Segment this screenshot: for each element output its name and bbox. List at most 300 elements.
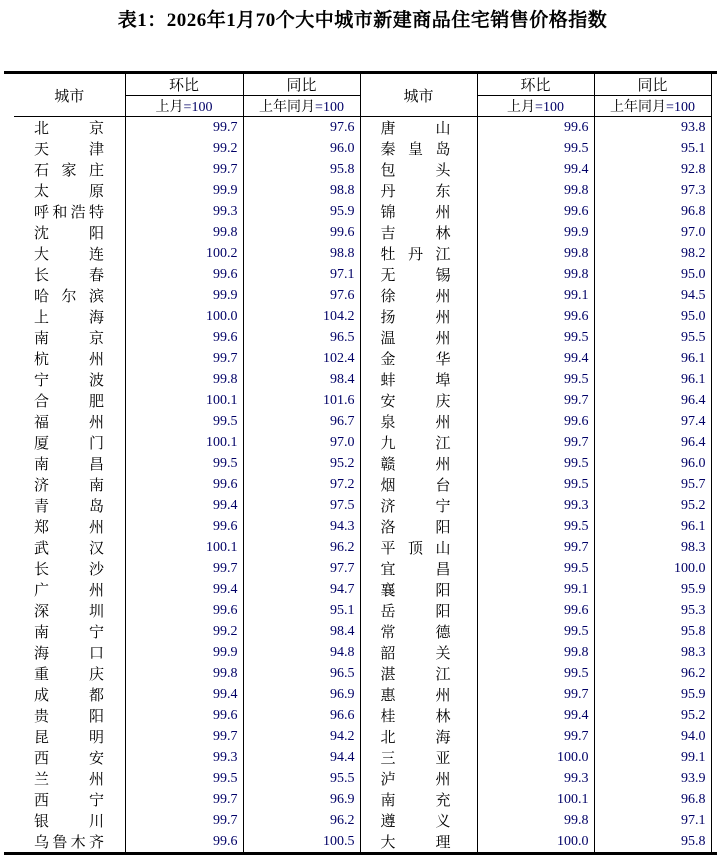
city-cell — [14, 726, 125, 747]
city-name: 宜昌 — [380, 562, 451, 578]
city-name: 岳阳 — [380, 604, 451, 620]
mom-value: 100.1 — [125, 390, 243, 411]
city-cell — [360, 348, 477, 369]
table-row — [14, 495, 711, 516]
mom-value: 99.7 — [125, 810, 243, 831]
yoy-value: 96.5 — [243, 663, 360, 684]
mom-value: 99.8 — [125, 222, 243, 243]
city-cell — [360, 537, 477, 558]
city-name: 贵阳 — [34, 709, 104, 725]
city-name: 三亚 — [380, 751, 451, 767]
city-name: 徐州 — [380, 289, 451, 305]
city-name: 太原 — [34, 184, 104, 200]
yoy-value: 95.8 — [594, 621, 711, 642]
table-row — [14, 159, 711, 180]
city-cell — [360, 390, 477, 411]
city-name: 南京 — [34, 331, 104, 347]
yoy-value: 97.1 — [594, 810, 711, 831]
city-name: 兰州 — [34, 772, 104, 788]
city-name: 遵义 — [380, 814, 451, 830]
city-name: 杭州 — [34, 352, 104, 368]
yoy-value: 96.1 — [594, 516, 711, 537]
mom-base-text: 上月 — [155, 100, 184, 115]
city-cell — [360, 117, 477, 139]
mom-value: 99.2 — [125, 138, 243, 159]
yoy-value: 97.4 — [594, 411, 711, 432]
mom-value: 99.9 — [125, 642, 243, 663]
yoy-value: 96.8 — [594, 201, 711, 222]
yoy-value: 98.3 — [594, 537, 711, 558]
city-name: 大连 — [34, 247, 104, 263]
city-name: 沈阳 — [34, 226, 104, 242]
mom-value: 99.6 — [477, 306, 594, 327]
yoy-value: 97.0 — [243, 432, 360, 453]
yoy-value: 97.2 — [243, 474, 360, 495]
mom-value: 99.5 — [477, 327, 594, 348]
city-name: 锦州 — [380, 205, 451, 221]
city-cell — [360, 810, 477, 831]
mom-value: 99.4 — [125, 579, 243, 600]
city-name: 昆明 — [34, 730, 104, 746]
table-row — [14, 705, 711, 726]
mom-value: 99.6 — [125, 600, 243, 621]
yoy-value: 96.1 — [594, 369, 711, 390]
table-row — [14, 747, 711, 768]
mom-value: 99.5 — [125, 768, 243, 789]
city-cell — [360, 558, 477, 579]
mom-value: 99.7 — [477, 432, 594, 453]
mom-value: 99.4 — [477, 348, 594, 369]
city-cell — [14, 390, 125, 411]
table-row — [14, 432, 711, 453]
yoy-value: 101.6 — [243, 390, 360, 411]
yoy-value: 95.8 — [594, 831, 711, 852]
yoy-value: 97.3 — [594, 180, 711, 201]
city-name: 天津 — [34, 142, 104, 158]
table-row — [14, 600, 711, 621]
city-cell — [14, 642, 125, 663]
city-cell — [14, 495, 125, 516]
city-name: 桂林 — [380, 709, 451, 725]
header-mom-base-right — [477, 96, 594, 117]
yoy-value: 95.2 — [594, 705, 711, 726]
city-cell — [14, 537, 125, 558]
mom-base-text: 上月 — [507, 100, 536, 115]
city-name: 乌鲁木齐 — [34, 835, 104, 851]
city-cell — [14, 747, 125, 768]
city-name: 大理 — [380, 835, 451, 851]
city-name: 襄阳 — [380, 583, 451, 599]
header-city-left — [14, 74, 125, 117]
city-cell — [14, 705, 125, 726]
city-cell — [14, 516, 125, 537]
yoy-value: 95.1 — [594, 138, 711, 159]
mom-value: 99.6 — [477, 201, 594, 222]
yoy-value: 96.7 — [243, 411, 360, 432]
yoy-value: 92.8 — [594, 159, 711, 180]
yoy-value: 96.0 — [594, 453, 711, 474]
table-row — [14, 390, 711, 411]
mom-value: 99.5 — [477, 663, 594, 684]
mom-value: 99.4 — [477, 159, 594, 180]
city-name: 武汉 — [34, 541, 104, 557]
yoy-value: 97.5 — [243, 495, 360, 516]
city-name: 烟台 — [380, 478, 451, 494]
city-cell — [360, 579, 477, 600]
city-name: 无锡 — [380, 268, 451, 284]
city-name: 九江 — [380, 436, 451, 452]
city-name: 赣州 — [380, 457, 451, 473]
city-name: 北京 — [34, 121, 104, 137]
yoy-value: 96.2 — [243, 537, 360, 558]
table-row — [14, 726, 711, 747]
city-cell — [360, 663, 477, 684]
city-cell — [360, 285, 477, 306]
city-cell — [360, 264, 477, 285]
city-cell — [14, 684, 125, 705]
city-name: 北海 — [380, 730, 451, 746]
mom-value: 99.7 — [125, 558, 243, 579]
city-name: 广州 — [34, 583, 104, 599]
yoy-value: 96.4 — [594, 432, 711, 453]
header-city-label: 城市 — [54, 88, 85, 105]
city-name: 惠州 — [380, 688, 451, 704]
yoy-value: 94.8 — [243, 642, 360, 663]
city-name: 蚌埠 — [380, 373, 451, 389]
page-title: 表1：2026年1月70个大中城市新建商品住宅销售价格指数 — [117, 10, 608, 31]
city-name: 上海 — [34, 310, 104, 326]
city-cell — [14, 411, 125, 432]
table-row — [14, 642, 711, 663]
yoy-value: 96.1 — [594, 348, 711, 369]
mom-value: 99.9 — [125, 180, 243, 201]
mom-value: 100.1 — [477, 789, 594, 810]
city-cell — [14, 117, 125, 139]
header-row-1 — [14, 74, 711, 96]
city-cell — [14, 789, 125, 810]
city-cell — [360, 474, 477, 495]
city-name: 湛江 — [380, 667, 451, 683]
table-row — [14, 516, 711, 537]
mom-value: 99.7 — [477, 390, 594, 411]
city-cell — [14, 327, 125, 348]
city-name: 哈尔滨 — [34, 289, 104, 305]
table-row — [14, 201, 711, 222]
city-name: 平顶山 — [380, 541, 451, 557]
mom-value: 99.6 — [477, 117, 594, 139]
yoy-value: 96.5 — [243, 327, 360, 348]
city-name: 银川 — [34, 814, 104, 830]
table-row — [14, 768, 711, 789]
yoy-base-number: =100 — [666, 100, 695, 115]
mom-value: 99.3 — [125, 201, 243, 222]
yoy-value: 95.8 — [243, 159, 360, 180]
city-cell — [360, 138, 477, 159]
city-name: 秦皇岛 — [380, 142, 451, 158]
city-cell — [360, 243, 477, 264]
yoy-value: 95.1 — [243, 600, 360, 621]
yoy-value: 98.2 — [594, 243, 711, 264]
mom-value: 99.7 — [125, 348, 243, 369]
city-cell — [360, 495, 477, 516]
mom-value: 99.5 — [125, 411, 243, 432]
city-name: 洛阳 — [380, 520, 451, 536]
city-name: 呼和浩特 — [34, 205, 104, 221]
city-name: 温州 — [380, 331, 451, 347]
mom-value: 99.8 — [477, 180, 594, 201]
city-cell — [360, 621, 477, 642]
city-name: 泸州 — [380, 772, 451, 788]
yoy-value: 96.9 — [243, 684, 360, 705]
city-name: 唐山 — [380, 121, 451, 137]
mom-value: 99.6 — [125, 264, 243, 285]
city-cell — [14, 453, 125, 474]
table-row — [14, 789, 711, 810]
mom-value: 100.1 — [125, 432, 243, 453]
mom-value: 99.2 — [125, 621, 243, 642]
yoy-value: 95.5 — [594, 327, 711, 348]
city-cell — [360, 642, 477, 663]
table-row — [14, 180, 711, 201]
mom-value: 99.5 — [477, 453, 594, 474]
yoy-value: 94.7 — [243, 579, 360, 600]
yoy-value: 93.9 — [594, 768, 711, 789]
table-row — [14, 537, 711, 558]
table-row — [14, 810, 711, 831]
mom-value: 99.3 — [477, 495, 594, 516]
yoy-value: 94.3 — [243, 516, 360, 537]
yoy-value: 98.3 — [594, 642, 711, 663]
city-name: 重庆 — [34, 667, 104, 683]
city-cell — [14, 264, 125, 285]
table-header — [14, 74, 711, 117]
city-cell — [360, 432, 477, 453]
yoy-value: 96.6 — [243, 705, 360, 726]
city-name: 青岛 — [34, 499, 104, 515]
table-row — [14, 369, 711, 390]
city-name: 南充 — [380, 793, 451, 809]
mom-value: 99.5 — [477, 138, 594, 159]
mom-value: 99.9 — [477, 222, 594, 243]
yoy-value: 95.0 — [594, 306, 711, 327]
mom-value: 99.5 — [477, 621, 594, 642]
yoy-value: 95.0 — [594, 264, 711, 285]
yoy-value: 95.3 — [594, 600, 711, 621]
yoy-value: 96.9 — [243, 789, 360, 810]
mom-value: 100.0 — [125, 306, 243, 327]
mom-value: 99.8 — [125, 369, 243, 390]
city-name: 郑州 — [34, 520, 104, 536]
table-row — [14, 264, 711, 285]
city-cell — [14, 600, 125, 621]
yoy-value: 97.6 — [243, 285, 360, 306]
city-cell — [14, 306, 125, 327]
city-cell — [360, 705, 477, 726]
table-row — [14, 621, 711, 642]
mom-value: 99.6 — [125, 831, 243, 852]
mom-value: 99.3 — [125, 747, 243, 768]
mom-value: 99.9 — [125, 285, 243, 306]
table-row — [14, 117, 711, 139]
table-row — [14, 411, 711, 432]
mom-value: 99.7 — [477, 684, 594, 705]
city-name: 济宁 — [380, 499, 451, 515]
city-name: 石家庄 — [34, 163, 104, 179]
header-city-label: 城市 — [403, 88, 434, 105]
yoy-value: 95.7 — [594, 474, 711, 495]
yoy-value: 98.8 — [243, 180, 360, 201]
city-name: 宁波 — [34, 373, 104, 389]
city-cell — [360, 516, 477, 537]
city-name: 合肥 — [34, 394, 104, 410]
header-mom-right: 环比 — [477, 74, 594, 96]
city-cell — [14, 432, 125, 453]
mom-value: 99.4 — [477, 705, 594, 726]
city-name: 安庆 — [380, 394, 451, 410]
city-cell — [360, 747, 477, 768]
header-mom-left: 环比 — [125, 74, 243, 96]
city-cell — [14, 663, 125, 684]
city-name: 韶关 — [380, 646, 451, 662]
yoy-base-text: 上年同月 — [610, 100, 667, 115]
header-mom-base-left — [125, 96, 243, 117]
yoy-value: 98.8 — [243, 243, 360, 264]
city-cell — [360, 453, 477, 474]
city-name: 南宁 — [34, 625, 104, 641]
yoy-value: 96.2 — [594, 663, 711, 684]
yoy-value: 95.9 — [594, 684, 711, 705]
city-cell — [14, 579, 125, 600]
city-name: 牡丹江 — [380, 247, 451, 263]
city-name: 成都 — [34, 688, 104, 704]
yoy-value: 94.4 — [243, 747, 360, 768]
yoy-value: 97.1 — [243, 264, 360, 285]
mom-value: 99.4 — [125, 495, 243, 516]
yoy-value: 95.2 — [243, 453, 360, 474]
city-cell — [360, 159, 477, 180]
yoy-value: 93.8 — [594, 117, 711, 139]
city-name: 深圳 — [34, 604, 104, 620]
city-name: 吉林 — [380, 226, 451, 242]
mom-value: 100.0 — [477, 831, 594, 852]
mom-value: 99.5 — [125, 453, 243, 474]
city-name: 厦门 — [34, 436, 104, 452]
yoy-value: 97.7 — [243, 558, 360, 579]
city-cell — [14, 159, 125, 180]
yoy-value: 104.2 — [243, 306, 360, 327]
city-cell — [14, 243, 125, 264]
table-row — [14, 663, 711, 684]
yoy-value: 94.2 — [243, 726, 360, 747]
city-cell — [14, 222, 125, 243]
yoy-value: 102.4 — [243, 348, 360, 369]
mom-value: 99.7 — [125, 117, 243, 139]
mom-base-number: =100 — [535, 100, 564, 115]
mom-value: 99.8 — [477, 810, 594, 831]
city-name: 金华 — [380, 352, 451, 368]
city-name: 西宁 — [34, 793, 104, 809]
table-row — [14, 579, 711, 600]
mom-base-number: =100 — [183, 100, 213, 115]
header-yoy-base-left — [243, 96, 360, 117]
mom-value: 99.7 — [125, 159, 243, 180]
price-index-table — [14, 74, 712, 852]
mom-value: 99.6 — [125, 327, 243, 348]
yoy-value: 96.8 — [594, 789, 711, 810]
city-name: 长沙 — [34, 562, 104, 578]
table-row — [14, 831, 711, 852]
table-row — [14, 684, 711, 705]
table-row — [14, 348, 711, 369]
yoy-value: 98.4 — [243, 369, 360, 390]
yoy-value: 95.9 — [243, 201, 360, 222]
mom-value: 100.0 — [477, 747, 594, 768]
table-row — [14, 222, 711, 243]
yoy-value: 95.9 — [594, 579, 711, 600]
mom-value: 99.1 — [477, 579, 594, 600]
mom-value: 99.7 — [125, 726, 243, 747]
city-name: 常德 — [380, 625, 451, 641]
yoy-value: 95.5 — [243, 768, 360, 789]
yoy-value: 96.2 — [243, 810, 360, 831]
city-cell — [360, 831, 477, 852]
table-row — [14, 306, 711, 327]
header-yoy-left: 同比 — [243, 74, 360, 96]
yoy-value: 94.5 — [594, 285, 711, 306]
city-name: 泉州 — [380, 415, 451, 431]
table-row — [14, 327, 711, 348]
yoy-value: 96.4 — [594, 390, 711, 411]
table-row — [14, 453, 711, 474]
city-cell — [360, 411, 477, 432]
mom-value: 99.5 — [477, 558, 594, 579]
city-cell — [360, 201, 477, 222]
yoy-value: 100.0 — [594, 558, 711, 579]
city-cell — [14, 201, 125, 222]
table-row — [14, 474, 711, 495]
mom-value: 99.6 — [125, 474, 243, 495]
mom-value: 99.5 — [477, 474, 594, 495]
city-name: 丹东 — [380, 184, 451, 200]
mom-value: 99.8 — [477, 264, 594, 285]
city-name: 南昌 — [34, 457, 104, 473]
city-cell — [14, 369, 125, 390]
city-cell — [14, 285, 125, 306]
city-cell — [360, 180, 477, 201]
city-cell — [14, 180, 125, 201]
mom-value: 99.6 — [477, 600, 594, 621]
city-name: 长春 — [34, 268, 104, 284]
city-name: 海口 — [34, 646, 104, 662]
city-cell — [360, 306, 477, 327]
table-row — [14, 285, 711, 306]
city-cell — [14, 810, 125, 831]
city-name: 包头 — [380, 163, 451, 179]
mom-value: 99.3 — [477, 768, 594, 789]
city-cell — [14, 831, 125, 852]
yoy-value: 99.6 — [243, 222, 360, 243]
mom-value: 99.8 — [477, 642, 594, 663]
table-body — [14, 117, 711, 853]
yoy-value: 97.6 — [243, 117, 360, 139]
table-row — [14, 138, 711, 159]
mom-value: 99.8 — [477, 243, 594, 264]
mom-value: 99.7 — [125, 789, 243, 810]
mom-value: 99.4 — [125, 684, 243, 705]
table-row — [14, 558, 711, 579]
city-cell — [360, 726, 477, 747]
city-cell — [360, 327, 477, 348]
